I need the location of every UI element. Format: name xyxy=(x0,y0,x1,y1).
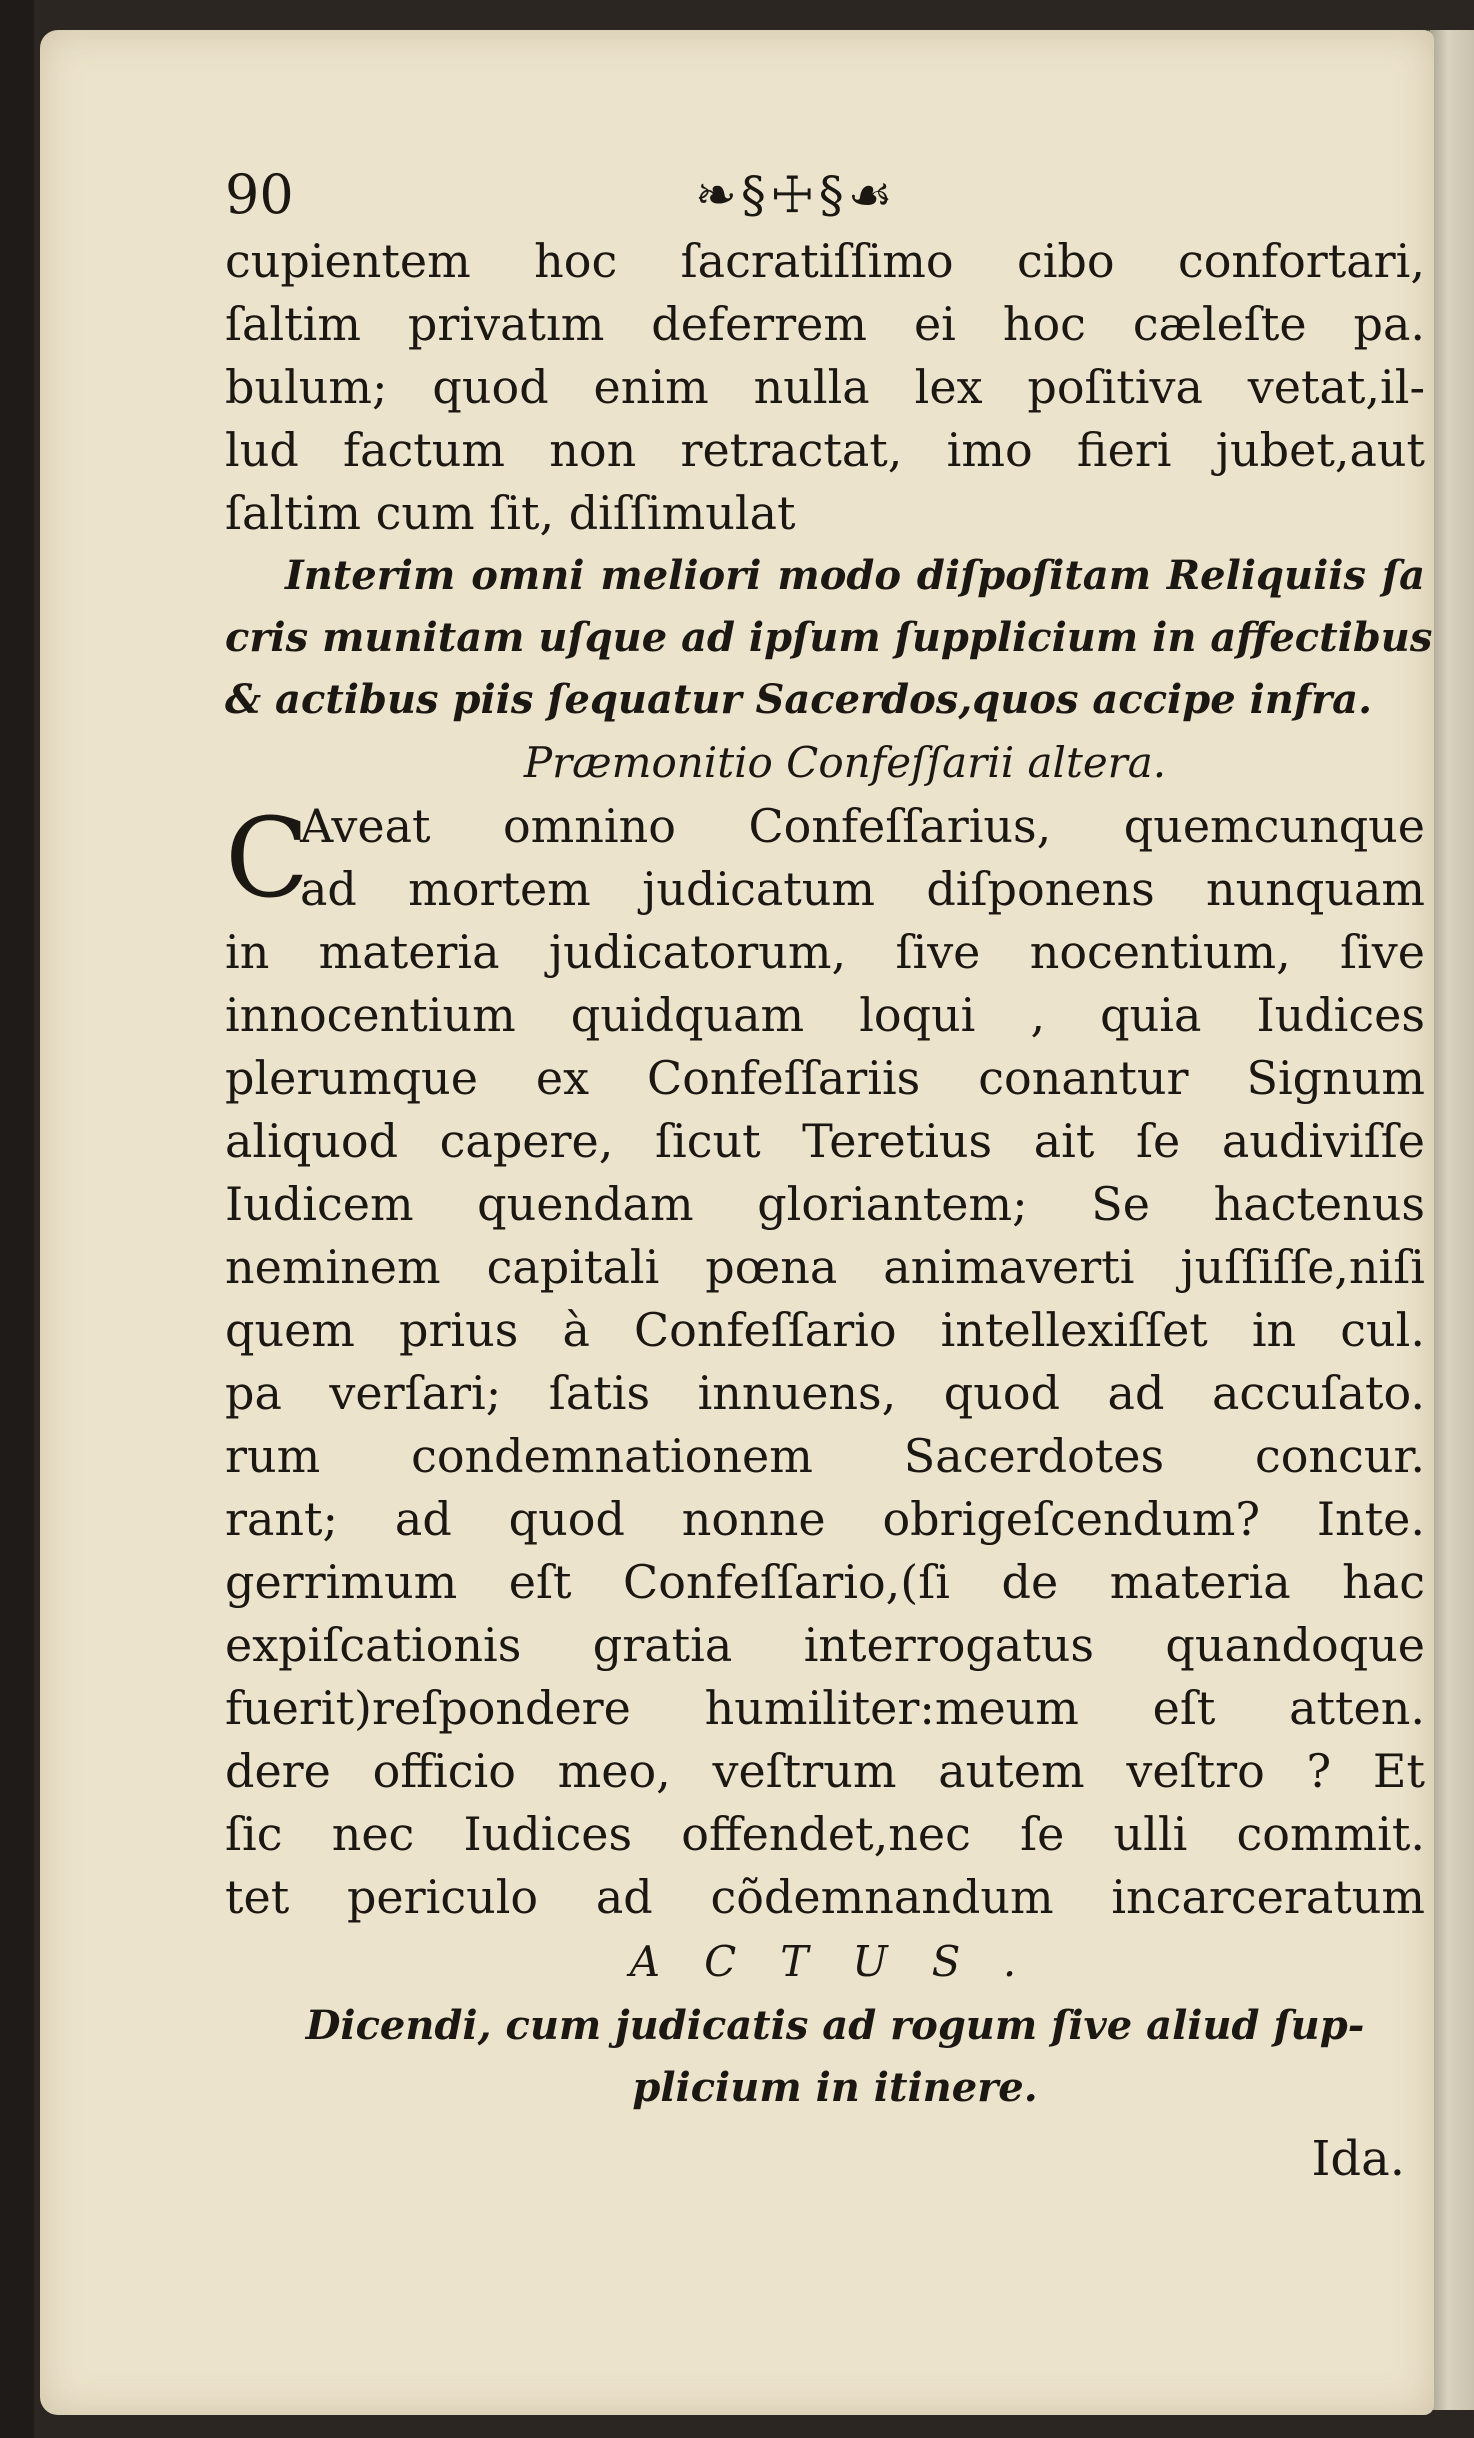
book-page xyxy=(40,30,1434,2415)
text-line: dere officio meo, veſtrum autem veſtro ? Et xyxy=(225,1744,1425,1798)
page-text xyxy=(225,160,1433,2199)
running-header xyxy=(225,160,1425,230)
text-line: plerumque ex Confeſſariis conantur Signum xyxy=(225,1051,1425,1105)
text-line: Iudicem quendam gloriantem; Se hactenus xyxy=(225,1177,1425,1231)
catchword: Ida. xyxy=(1311,2131,1405,2187)
text-line: bulum; quod enim nulla lex poſitiva vetat,il- xyxy=(225,360,1425,414)
text-line: cupientem hoc ſacratiſſimo cibo confortari, xyxy=(225,234,1425,288)
header-ornament: ❧§☩§☙ xyxy=(695,166,897,224)
subtitle-line: plicium in itinere. xyxy=(632,2064,1038,2111)
text-line: ſaltim cum ſit, diſſimulat xyxy=(225,486,796,540)
italic-line: Interim omni meliori modo diſpoſitam Reliquiis ſa xyxy=(285,552,1425,599)
section-heading: Præmonitio Confeſſarii altera. xyxy=(523,738,1167,787)
italic-note xyxy=(225,545,1433,731)
text-line: fuerit)reſpondere humiliter:meum eſt atten. xyxy=(225,1681,1425,1735)
drop-capital: C xyxy=(225,794,310,922)
book-cover-edge xyxy=(0,0,34,2438)
adjacent-page-edge xyxy=(1428,30,1474,2410)
text-line: rant; ad quod nonne obrigeſcendum? Inte. xyxy=(225,1492,1425,1546)
section-title: ACTUS. xyxy=(629,1937,1061,1986)
text-line: aliquod capere, ſicut Teretius ait ſe audiviſſe xyxy=(225,1114,1425,1168)
text-line: ad mortem judicatum diſponens nunquam xyxy=(300,862,1425,916)
page-number: 90 xyxy=(225,163,294,226)
text-line: ſaltim privatım deferrem ei hoc cæleſte pa. xyxy=(225,297,1425,351)
subtitle-line: Dicendi, cum judicatis ad rogum ſive aliud ſup- xyxy=(305,2002,1365,2049)
italic-line: cris munitam uſque ad ipſum ſupplicium in affectibus xyxy=(225,614,1433,661)
text-line: expiſcationis gratia interrogatus quandoque xyxy=(225,1618,1425,1672)
text-line: neminem capitali pœna animaverti juſſiſſe,niſi xyxy=(225,1240,1425,1294)
text-line: ſic nec Iudices offendet,nec ſe ulli commit. xyxy=(225,1807,1425,1861)
text-line: tet periculo ad cõdemnandum incarceratum xyxy=(225,1870,1425,1924)
section-subtitle xyxy=(225,1995,1425,2119)
text-line: lud factum non retractat, imo fieri jubet,aut xyxy=(225,423,1425,477)
text-line: in materia judicatorum, ſive nocentium, ſive xyxy=(225,925,1425,979)
italic-line: & actibus piis ſequatur Sacerdos,quos accipe infra. xyxy=(225,676,1372,723)
paragraph-main xyxy=(225,795,1425,1929)
text-line: pa verſari; ſatis innuens, quod ad accuſato. xyxy=(225,1366,1425,1420)
text-line: innocentium quidquam loqui , quia Iudices xyxy=(225,988,1425,1042)
paragraph-continued xyxy=(225,230,1425,545)
text-line: rum condemnationem Sacerdotes concur. xyxy=(225,1429,1425,1483)
text-line: Aveat omnino Confeſſarius, quemcunque xyxy=(300,799,1425,853)
text-line: gerrimum eſt Confeſſario,(ſi de materia hac xyxy=(225,1555,1425,1609)
text-line: quem prius à Confeſſario intellexiſſet in cul. xyxy=(225,1303,1425,1357)
